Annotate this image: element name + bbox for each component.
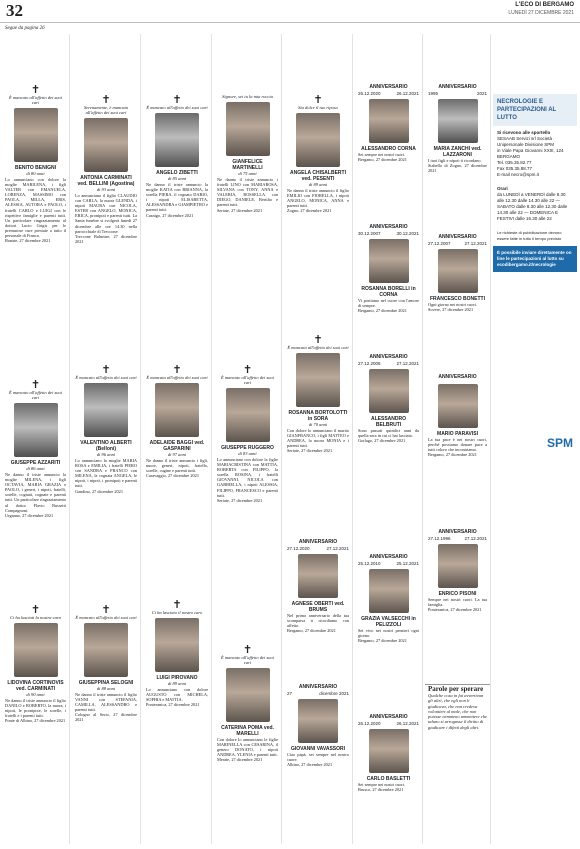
obituary-place-date: Seriate, 27 dicembre 2021	[287, 448, 333, 454]
cross-icon: ✝	[172, 599, 182, 611]
column-6	[355, 34, 423, 844]
obituary-name: ANTONIA CARMINATI ved. BELLINI (Agostina)	[77, 175, 135, 187]
obituary-name: AGNESE OBERTI ved. BRUMS	[291, 601, 345, 613]
anniversary-heading: ANNIVERSARIO	[298, 539, 338, 545]
obituary-text: Lo annunciano con dolore AUGUSTO con MICHELA, SOPHIA e MATTIA.	[146, 687, 208, 703]
obituary-place-date: Sovere, 27 dicembre 2021	[428, 307, 474, 313]
obituary-intro: È mancato all'affetto dei suoi cari	[9, 390, 62, 400]
obituary-place-date: Bergamo, 27 dicembre 2021	[358, 638, 407, 644]
anniversary-dates	[428, 91, 487, 96]
obituary-place-date: Urgnano, 27 dicembre 2021	[5, 512, 54, 518]
portrait-photo	[438, 544, 478, 588]
hours-text: da LUNEDÌ a VENERDÌ dalle 8.30 alle 12.30 dalle 14.30 alle 22 — SABATO dalle 8.30 alle 12.30 dalle 14.30 alle 22 — DOMENICA E FESTIVI dalle 16.30 alle 22	[497, 192, 568, 221]
obituary-text: La tua pace è nei nostri cuori, perché possiamo donare pace a tutti coloro che incontriamo.	[428, 437, 487, 453]
telephone: Tel. 035.35.82.77	[497, 160, 532, 165]
date-to: 30.12.2021	[396, 231, 419, 236]
obituary-name: ANGELO ZIBETTI	[156, 170, 198, 176]
obituary-age: di 80 anni	[26, 171, 45, 176]
cross-icon: ✝	[101, 364, 111, 376]
anniversary-card	[425, 374, 490, 457]
cross-icon: ✝	[313, 94, 323, 106]
portrait-photo	[369, 729, 409, 773]
date-from: 27.12.2020	[287, 546, 310, 551]
portrait-photo	[84, 383, 128, 437]
anniversary-card	[355, 714, 422, 792]
hours-title: Orari	[497, 186, 508, 191]
date-to: 2021	[476, 91, 487, 96]
anniversary-heading: ANNIVERSARIO	[438, 374, 477, 380]
obituary-name: LUIGI PIROVANO	[156, 675, 198, 681]
portrait-photo	[296, 113, 340, 167]
obituary-text: Ne danno il triste annuncio la moglie MILENA, i figli OCTAVIA, MARIA GRAZIA e PAOLO, i generi, i nipoti, fratelli, sorelle, cognati, cognate e parenti tutti. Un particolare ringraziamento al dottor Flavio Bussetti Compagnoni.	[5, 472, 66, 513]
note-text: Le richieste di pubblicazione devono essere fatte in tutto il tempo previsto	[497, 230, 562, 241]
obituary-name: LIDOVINA CORTINOVIS ved. CARMINATI	[7, 680, 64, 692]
obituary-place-date: Treccone Balneare, 27 dicembre 2021	[75, 233, 137, 244]
obituary-name: MARIA ZANCHI ved. LAZZARONI	[433, 146, 482, 158]
date-from: 30.12.2007	[358, 231, 381, 236]
obituary-text: Ne danno il triste annuncio il figlio VANNI con STEFANIA, CAMILLA, ALESSANDRO e parenti tutti.	[75, 692, 137, 713]
obituary-card	[214, 94, 281, 213]
address: in Viale Papa Giovanni XXIII, 124 BERGAMO	[497, 148, 564, 159]
online-submission-link[interactable]: È possibile inviare direttamente on line le partecipazioni al lutto su ecodibergamo.it/necrologie	[493, 246, 577, 272]
obituary-intro: Sia dolce il tuo riposo	[298, 105, 338, 110]
anniversary-dates	[358, 231, 419, 236]
anniversary-heading: ANNIVERSARIO	[298, 684, 338, 690]
portrait-photo	[369, 369, 409, 413]
obituary-card	[72, 364, 140, 494]
obituary-name: ALESSANDRO CORNA	[361, 146, 416, 152]
obituary-place-date: Bonate, 27 dicembre 2021	[5, 238, 51, 244]
date-to: 26.12.2021	[396, 91, 419, 96]
obituary-name: FRANCESCO BONETTI	[430, 296, 485, 302]
obituary-text: Lo annunciano con dolore la moglie MARILENA, i figli VALTER con EMANUELA, LORENZA, MASSIMO con PAOLA, MILLA, ERIS, ALESSIA, AUTORA e PAOLO, i fratelli CARLO e LUIGI con le rispettive famiglie e parenti tutti. Un particolare ringraziamento al dottori Lucio Grigis per le premurose cure prestate a tutto il personale di Franca.	[5, 177, 66, 239]
cross-icon: ✝	[242, 644, 253, 656]
obituary-name: ROSANNA BORELLI in CORNA	[361, 286, 416, 298]
obituary-card	[214, 644, 281, 762]
obituary-place-date: Ponteranica, 27 dicembre 2021	[428, 607, 482, 613]
email-link[interactable]: E-mail necro@spm.it	[497, 172, 539, 177]
obituary-intro: È mancato all'affetto dei suoi cari	[75, 375, 137, 380]
portrait-photo	[298, 554, 338, 598]
anniversary-card	[355, 554, 422, 643]
obituary-place-date: Seriate, 27 dicembre 2021	[217, 207, 263, 213]
date-from: 27.12.2006	[358, 361, 381, 366]
obituary-text: Ne danno il triste annuncio il figlio EMILIO con FIORELLA, i nipoti ANGELO, MONICA, ANNA e parenti tutti.	[287, 188, 349, 209]
obituary-text: Ciao papà, sei sempre nel nostro cuore.	[287, 752, 349, 763]
portrait-photo	[155, 113, 199, 167]
date-from: 26.12.2020	[358, 721, 381, 726]
newspaper-name: L'ECO DI BERGAMO	[515, 2, 574, 8]
obituary-name: CARLO BASLETTI	[366, 776, 411, 782]
obituary-card	[72, 94, 140, 244]
page-number: 32	[6, 1, 23, 20]
obituary-place-date: Zogno, 27 dicembre 2021	[287, 208, 332, 214]
cross-icon: ✝	[242, 364, 253, 376]
portrait-photo	[226, 102, 270, 156]
obituary-place-date: Gandino, 27 dicembre 2021	[75, 488, 123, 494]
obituary-place-date: Bergamo, 27 dicembre 2021	[358, 308, 407, 314]
obituary-age: di 90 anni	[26, 692, 45, 697]
obituary-card	[284, 94, 352, 213]
obituary-name: ANGELA CHISALBERTI ved. PESENTI	[290, 170, 346, 182]
portrait-photo	[438, 249, 478, 293]
cross-icon: ✝	[30, 604, 41, 616]
anniversary-heading: ANNIVERSARIO	[369, 84, 408, 90]
anniversary-dates	[358, 561, 419, 566]
obituary-name: ROSANNA BORTOLOTTI in SORA	[288, 410, 348, 422]
obituary-place-date: Brusco, 27 dicembre 2021	[358, 787, 404, 793]
obituary-intro: Ci ha lasciati la nostra cara	[10, 615, 61, 620]
portrait-photo	[369, 99, 409, 143]
receive-box	[493, 126, 577, 182]
anniversary-card	[425, 529, 490, 612]
obituary-text: Ne danno il triste annuncio il figlio DANILO e ROBERTO, la nuora, i nipoti, le pronipote, le sorelle, i fratelli e i parenti tutti.	[5, 698, 66, 719]
obituary-place-date: Bergamo, 27 dicembre 2021	[428, 452, 477, 458]
column-2	[72, 34, 141, 844]
obituary-age: di 70 anni	[308, 422, 328, 427]
anniversary-heading: ANNIVERSARIO	[438, 529, 477, 535]
portrait-photo	[369, 239, 409, 283]
obituary-text: Lo annunciano con dolore la figlie MARIACRISTINA con MATTIA, ROBERTA con FILIPPO, la sorella ROSINA, i fratelli GIOVANNI, NICOLA con GABRIELLA, i nipoti ALESSIA, FILIPPO, FRANCESCO e parenti tutti.	[217, 457, 278, 498]
anniversary-dates	[358, 721, 419, 726]
portrait-photo	[14, 108, 58, 162]
obituary-place-date: Gorlago, 27 dicembre 2021	[358, 438, 406, 444]
obituary-card	[143, 364, 211, 478]
obituary-text: Lo annunciano la moglie MARIA ROSA e EMILIA, i fratelli PIERO con SANDRA e FRANCO con MILENA, la cognata ANGELA, le nipoti, i nipoti, i pronipoti e parenti tutti.	[75, 458, 137, 489]
cross-icon: ✝	[101, 604, 111, 616]
date-from: 26.12.2020	[358, 91, 381, 96]
obituary-text: Sempre nei nostri cuori. La tua famiglia.	[428, 597, 487, 608]
anniversary-dates	[428, 536, 487, 541]
date-from: 27	[287, 691, 293, 696]
receive-text: SESAAB Servizi srl Società Unipersonale Divisione SPM	[497, 136, 555, 147]
cross-icon: ✝	[30, 379, 41, 391]
obituary-name: GIUSEPPE AZZARITI	[10, 460, 61, 466]
obituary-card	[214, 364, 281, 503]
portrait-photo	[226, 388, 270, 442]
obituary-text: Nel primo anniversario della tua scomparsa ti ricordiamo con affetto.	[287, 613, 349, 629]
spm-logo: SPM	[546, 436, 573, 450]
obituary-text: Sono passati quindici anni da quella sera in cui ci hai lasciato.	[358, 428, 419, 439]
obituary-text: Sei sempre nei nostri cuori.	[358, 152, 406, 157]
date-to: 26.12.2021	[396, 721, 419, 726]
obituary-text: Lo annunciano il figlio CLAUDIO con CARLA, la nuora GLENDA, i nipoti MAURA con NICOLA, ESTER con ANGELO, MONICA, ERICA, pronipoti e parenti tutti. La Santa funebre si svolgerà lunedì 27 dicembre alle ore 14.30 nella parrocchiale di Treccone.	[75, 193, 137, 234]
portrait-photo	[438, 384, 478, 428]
obituary-text: Ne danno il triste annuncio i figli, nuore, generi, nipoti, fratello, sorelle, cugine e parenti tutti.	[146, 458, 208, 474]
obituary-age: di 93 anni	[96, 187, 116, 192]
anniversary-heading: ANNIVERSARIO	[369, 554, 408, 560]
obituary-age: di 75 anni	[238, 171, 257, 176]
parole-text: Qualche cosa in fai avvertivan gli altri, che egli non li giudicava, che non credeva volontieri al male, che non potesse nemmeno ammettere che taluno si arrogasse il diritto di giudicare i difetti degli altri.	[428, 693, 487, 730]
obituary-name: GIUSEPPE RUGGERO	[221, 445, 274, 451]
obituary-place-date: Bergamo, 27 dicembre 2021	[287, 628, 336, 634]
obituary-card	[2, 84, 69, 243]
anniversary-dates	[358, 361, 419, 366]
obituary-intro: È mancato all'affetto dei suoi cari	[9, 95, 62, 105]
obituary-place-date: Merate, 27 dicembre 2021	[217, 757, 263, 763]
continuation-note: Segue da pagina 26	[5, 26, 45, 31]
anniversary-heading: ANNIVERSARIO	[369, 354, 408, 360]
column-7	[425, 34, 491, 844]
anniversary-card	[284, 539, 352, 633]
obituary-place-date: Ponteranica, 27 dicembre 2021	[146, 702, 200, 708]
obituary-text: Ne danno il triste annuncio la moglie KATIA con BRIANNA, la sorella PIERA, il cognato DARIO, i nipoti ELISABETTA, ALESSANDRA e GIAMPIETRO e parenti tutti.	[146, 182, 208, 213]
parole-per-sperare	[425, 684, 490, 730]
obituary-text: Ne danno il triste annuncio i fratelli LINO con MARIAROSA, SILVANA con TONY, ANNA e VALERIA, ROSSELLA con DIEGO, DANIELE, Bertilio e parenti tutti.	[217, 177, 278, 208]
obituary-text: Con dolore lo annunciano le figlie MARINELLA con CESARINA, il genero DONATO, i nipoti ANDREA, YLENIA e parenti tutti.	[217, 737, 278, 758]
obituary-card	[143, 599, 211, 707]
anniversary-heading: ANNIVERSARIO	[438, 234, 477, 240]
cross-icon: ✝	[101, 94, 111, 106]
date-to: 27.12.2021	[464, 241, 487, 246]
portrait-photo	[84, 623, 128, 677]
obituary-intro: È mancato all'affetto dei suoi cari	[221, 375, 274, 385]
obituary-intro: È mancata all'affetto dei suoi cari	[287, 345, 349, 350]
obituary-text: I tuoi figli e nipoti ti ricordano.	[428, 158, 482, 163]
page-header	[0, 0, 580, 23]
obituary-intro: È mancato all'affetto dei suoi cari	[146, 105, 208, 110]
obituary-place-date: Cologno al Serio, 27 dicembre 2021	[75, 712, 137, 723]
obituary-name: ENRICO PISONI	[438, 591, 477, 597]
obituary-name: GIANFELICE MARTINELLI	[232, 159, 263, 171]
issue-date: LUNEDÌ 27 DICEMBRE 2021	[508, 10, 574, 16]
column-1	[2, 34, 70, 844]
date-to: 27.12.2021	[396, 361, 419, 366]
obituary-card	[2, 604, 69, 723]
obituary-age: di 86 anni	[26, 466, 45, 471]
portrait-photo	[226, 668, 270, 722]
portrait-photo	[14, 623, 58, 677]
date-to: dicembre 2021	[319, 691, 349, 696]
obituary-age: di 89 anni	[308, 182, 328, 187]
date-from: 25.12.2010	[358, 561, 381, 566]
obituary-place-date: Casnigo, 27 dicembre 2021	[146, 212, 194, 218]
cross-icon: ✝	[172, 94, 182, 106]
parole-title: Parole per sperare	[428, 685, 484, 693]
obituary-age: di 96 anni	[96, 452, 116, 457]
column-4	[214, 34, 282, 844]
obituary-intro: Ci ha lasciato il nostro caro	[151, 610, 203, 615]
date-to: 27.12.2021	[464, 536, 487, 541]
obituary-name: MARIO PARAVISI	[437, 431, 478, 437]
obituary-intro: Serenamente, è mancata all'affetto dei suoi cari	[84, 105, 128, 115]
obituary-text: Con dolore lo annunciano il marito GIANFRANCO, i figli MATTEO e ANDREA, la nuora MONIA e i parenti tutti.	[287, 428, 349, 449]
obituary-text: Sei vivo nei nostri pensieri ogni giorno.	[358, 628, 419, 639]
obituary-intro: È mancato all'affetto dei suoi cari	[75, 615, 137, 620]
obituary-intro: È mancato all'affetto dei suoi cari	[221, 655, 274, 665]
portrait-photo	[84, 118, 128, 172]
fax: Fax 035.35.88.77	[497, 166, 533, 171]
obituary-name: ADELAIDE BAGGI ved. GASPARINI	[149, 440, 205, 452]
anniversary-dates	[287, 691, 349, 696]
anniversary-card	[425, 234, 490, 312]
anniversary-heading: ANNIVERSARIO	[369, 224, 408, 230]
date-to: 27.12.2021	[326, 546, 349, 551]
obituary-card	[2, 379, 69, 518]
anniversary-heading: ANNIVERSARIO	[438, 84, 477, 90]
portrait-photo	[155, 618, 199, 672]
anniversary-dates	[358, 91, 419, 96]
section-heading: NECROLOGIE E PARTECIPAZIONI AL LUTTO	[493, 94, 577, 126]
obituary-age: di 85 anni	[167, 176, 187, 181]
anniversary-heading: ANNIVERSARIO	[369, 714, 408, 720]
obituary-text: Ogni giorno nei nostri cuori.	[428, 302, 478, 307]
obituary-text: Vi portiamo nel cuore con l'amore di sempre.	[358, 298, 419, 309]
anniversary-dates	[428, 241, 487, 246]
obituary-name: GIOVANNI VAVASSORI	[290, 746, 346, 752]
column-3	[143, 34, 212, 844]
portrait-photo	[298, 699, 338, 743]
obituary-intro: È mancata all'affetto dei suoi cari	[146, 375, 208, 380]
obituary-text: Sei sempre nei nostri cuori.	[358, 782, 406, 787]
obituary-intro: Signore, sei tu la mia roccia	[222, 94, 273, 99]
date-to: 25.12.2021	[396, 561, 419, 566]
obituary-age: di 88 anni	[96, 686, 116, 691]
anniversary-card	[355, 224, 422, 313]
portrait-photo	[296, 353, 340, 407]
anniversary-card	[284, 684, 352, 767]
obituary-place-date: Stabello di Zogno, 27 dicembre 2021	[428, 163, 487, 174]
portrait-photo	[14, 403, 58, 457]
obituary-place-date: Seriate, 27 dicembre 2021	[217, 497, 263, 503]
date-from: 27.12.1996	[428, 536, 451, 541]
portrait-photo	[438, 99, 478, 143]
anniversary-card	[355, 84, 422, 162]
anniversary-card	[355, 354, 422, 443]
obituary-place-date: Caravaggio, 27 dicembre 2021	[146, 473, 199, 479]
portrait-photo	[369, 569, 409, 613]
obituary-age: di 97 anni	[167, 452, 187, 457]
obituary-name: ALESSANDRO BELBRUTI	[370, 416, 406, 428]
obituary-card	[143, 94, 211, 218]
obituary-name: VALENTINO ALBERTI (Belloni)	[80, 440, 132, 452]
obituary-name: GRAZIA VALSECCHI in PELIZZOLI	[361, 616, 416, 628]
anniversary-card	[425, 84, 490, 173]
receive-title: Si ricevono alle sportello	[497, 130, 551, 135]
cross-icon: ✝	[30, 84, 41, 96]
sidebar-info	[493, 34, 577, 844]
hours-box	[493, 182, 577, 226]
obituary-place-date: Ponte di Albino, 27 dicembre 2021	[5, 718, 66, 724]
column-5	[284, 34, 353, 844]
anniversary-dates	[287, 546, 349, 551]
obituary-name: CATERINA POMA ved. MARELLI	[221, 725, 274, 737]
obituary-name: BENITO BENIGNI	[14, 165, 57, 171]
date-from: 27.12.2007	[428, 241, 451, 246]
obituary-place-date: Albino, 27 dicembre 2021	[287, 762, 333, 768]
obituary-age: di 89 anni	[167, 681, 187, 686]
obituary-card	[72, 604, 140, 723]
date-from: 1995	[428, 91, 439, 96]
cross-icon: ✝	[172, 364, 182, 376]
obituary-card	[284, 334, 352, 453]
cross-icon: ✝	[313, 334, 323, 346]
portrait-photo	[155, 383, 199, 437]
obituary-place-date: Bergamo, 27 dicembre 2021	[358, 157, 407, 163]
obituary-name: GIUSEPPINA SELOGNI	[78, 680, 134, 686]
obituary-age: di 83 anni	[238, 451, 257, 456]
